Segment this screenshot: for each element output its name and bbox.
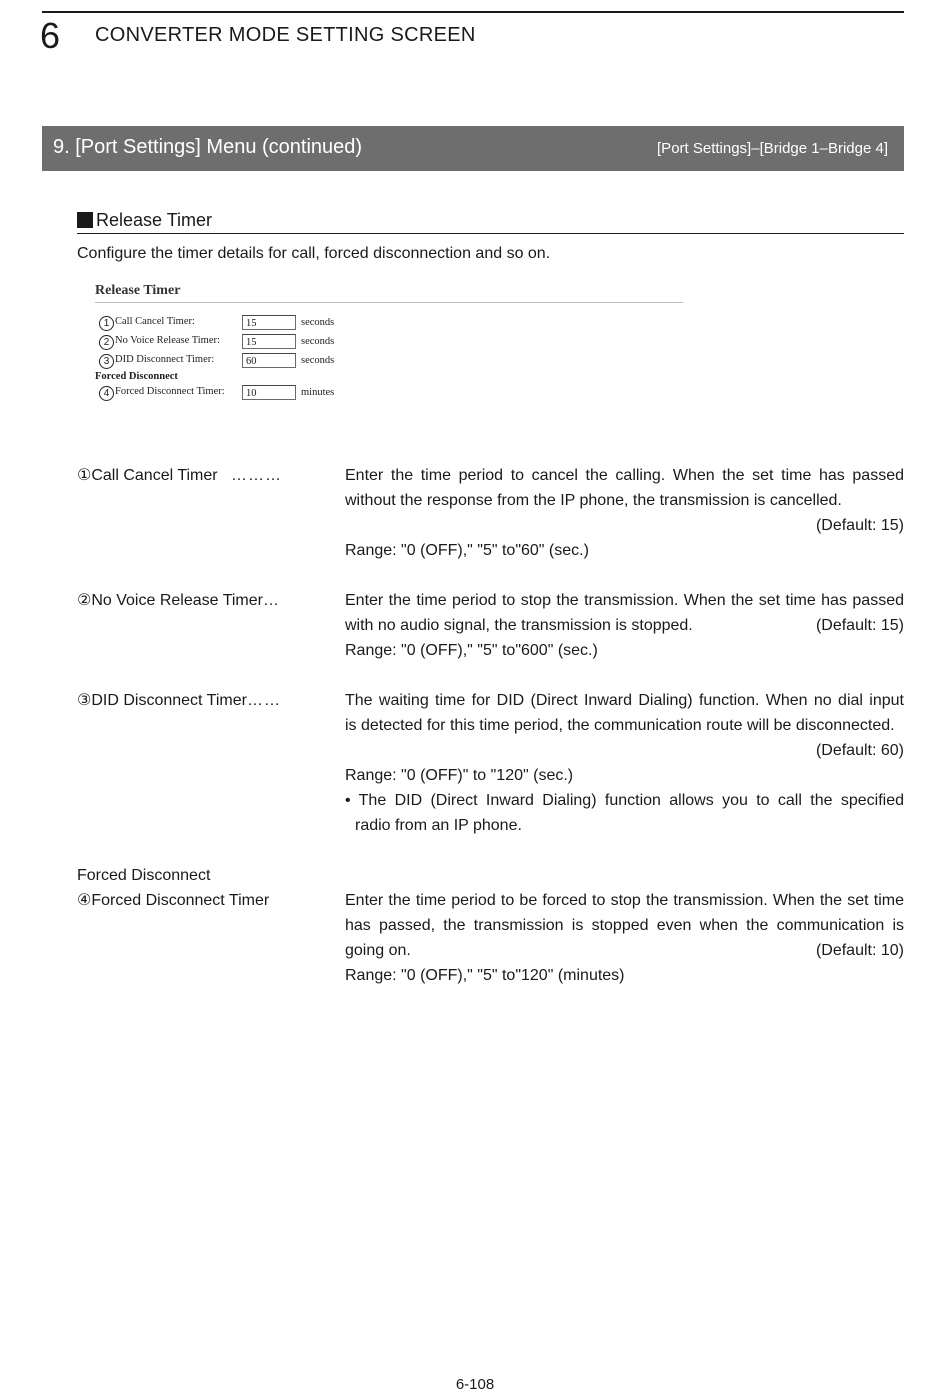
forced-disconnect-timer-description — [345, 888, 904, 988]
term-text: ④Forced Disconnect Timer — [77, 892, 270, 909]
forced-disconnect-timer-label: Forced Disconnect Timer: — [115, 386, 225, 397]
no-voice-release-timer-label: No Voice Release Timer: — [115, 335, 220, 346]
call-cancel-timer-label: Call Cancel Timer: — [115, 316, 195, 327]
forced-disconnect-timer-input[interactable]: 10 — [242, 385, 296, 400]
number-badge: 4 — [99, 386, 114, 401]
no-voice-release-timer-description — [345, 588, 904, 663]
no-voice-release-timer-input[interactable]: 15 — [242, 334, 296, 349]
desc-line: going on. — [345, 942, 411, 959]
leader-dots: ……… — [230, 467, 282, 484]
desc-line: Enter the time period to stop the transmission. When the set time has passed — [345, 592, 904, 609]
unit-label: seconds — [301, 317, 335, 328]
desc-line-with-default — [345, 938, 904, 963]
desc-line: Enter the time period to cancel the calling. When the set time has passed — [345, 467, 904, 484]
banner-path: [Port Settings]–[Bridge 1–Bridge 4] — [657, 140, 888, 157]
leader-dots: … — [262, 592, 280, 609]
call-cancel-timer-term — [77, 463, 337, 488]
desc-line: Enter the time period to be forced to stop the transmission. When the set time — [345, 892, 904, 909]
forced-disconnect-timer-row — [95, 385, 395, 403]
term-text: ②No Voice Release Timer — [77, 592, 263, 609]
panel-divider — [95, 302, 683, 303]
range-text: Range: "0 (OFF)," "5" to"60" (sec.) — [345, 542, 589, 559]
range-text: Range: "0 (OFF)," "5" to"120" (minutes) — [345, 967, 625, 984]
unit-label: seconds — [301, 355, 335, 366]
desc-line: without the response from the IP phone, the transmission is cancelled. — [345, 492, 842, 509]
desc-line: is detected for this time period, the communication route will be disconnected. — [345, 717, 895, 734]
call-cancel-timer-description — [345, 463, 904, 563]
page-number: 6-108 — [455, 1376, 495, 1393]
note-line: • The DID (Direct Inward Dialing) function allows you to call the specified — [345, 792, 904, 809]
default-value: (Default: 15) — [815, 617, 904, 634]
default-value: (Default: 60) — [815, 742, 904, 759]
forced-disconnect-group-label: Forced Disconnect — [77, 867, 211, 884]
no-voice-release-timer-term — [77, 588, 337, 613]
did-disconnect-timer-label: DID Disconnect Timer: — [115, 354, 215, 365]
top-rule — [42, 11, 904, 13]
note-line: radio from an IP phone. — [355, 817, 522, 834]
chapter-number: 6 — [40, 15, 61, 56]
section-heading-text: Release Timer — [96, 210, 213, 230]
release-timer-panel — [95, 282, 685, 412]
did-disconnect-timer-row — [95, 353, 395, 371]
range-text: Range: "0 (OFF)," "5" to"600" (sec.) — [345, 642, 598, 659]
number-badge: 1 — [99, 316, 114, 331]
section-heading — [77, 210, 904, 234]
section-intro: Configure the timer details for call, forced disconnection and so on. — [77, 245, 551, 262]
term-text: ①Call Cancel Timer — [77, 467, 218, 484]
desc-line: The waiting time for DID (Direct Inward Dialing) function. When no dial input — [345, 692, 904, 709]
number-badge: 3 — [99, 354, 114, 369]
default-value: (Default: 15) — [815, 517, 904, 534]
forced-disconnect-timer-term — [77, 888, 337, 913]
unit-label: seconds — [301, 336, 335, 347]
desc-line-with-default — [345, 613, 904, 638]
forced-disconnect-subheading: Forced Disconnect — [95, 371, 178, 382]
did-disconnect-timer-term — [77, 688, 337, 713]
chapter-title: CONVERTER MODE SETTING SCREEN — [95, 24, 476, 46]
leader-dots: …… — [246, 692, 281, 709]
desc-line: has passed, the transmission is stopped even when the communication is — [345, 917, 904, 934]
default-value: (Default: 10) — [815, 942, 904, 959]
range-text: Range: "0 (OFF)" to "120" (sec.) — [345, 767, 574, 784]
banner-title: 9. [Port Settings] Menu (continued) — [53, 136, 363, 158]
desc-line: with no audio signal, the transmission is stopped. — [345, 617, 693, 634]
call-cancel-timer-input[interactable]: 15 — [242, 315, 296, 330]
section-banner — [42, 126, 904, 171]
no-voice-release-timer-row — [95, 334, 395, 352]
panel-title: Release Timer — [95, 283, 181, 298]
did-disconnect-timer-description — [345, 688, 904, 838]
call-cancel-timer-row — [95, 315, 395, 333]
square-bullet-icon — [77, 212, 93, 228]
unit-label: minutes — [301, 387, 335, 398]
did-disconnect-timer-input[interactable]: 60 — [242, 353, 296, 368]
number-badge: 2 — [99, 335, 114, 350]
term-text: ③DID Disconnect Timer — [77, 692, 247, 709]
